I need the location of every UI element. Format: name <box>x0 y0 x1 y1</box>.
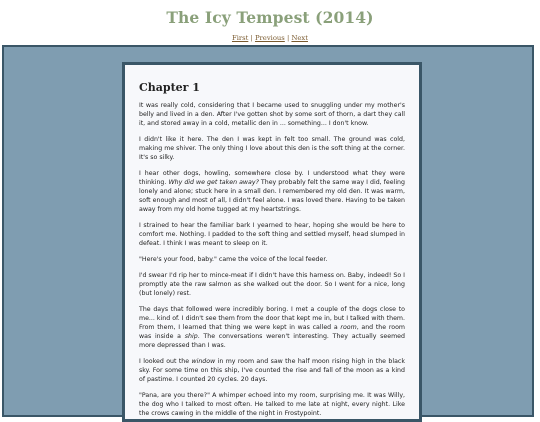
story-paragraph <box>139 255 405 264</box>
content-frame <box>2 45 534 417</box>
story-body <box>139 101 405 418</box>
paragraph-text: in my room and saw the half moon rising high in the black sky. For some time on this ship, I've counted the rise and fall of the moon as a kind of pastime. I counted 20 cycles. 20 days. <box>139 358 405 383</box>
story-paragraph <box>139 135 405 162</box>
site-title: The Icy Tempest (2014) <box>166 8 374 27</box>
paragraph-text: The days that followed were incredibly boring. I met a couple of the dogs close to me... kind of. I didn't see them from the door that kept me in, but I talked with them. From them, I learned that thing we were kept in was called a <box>139 306 405 331</box>
nav-next-link[interactable]: Next <box>291 34 308 42</box>
paragraph-text: I didn't like it here. The den I was kept in felt too small. The ground was cold, making me shiver. The only thing I love about this den is the soft thing at the corner. It's so silky. <box>139 136 405 161</box>
paragraph-text: I'd swear I'd rip her to mince-meat if I didn't have this harness on. Baby, indeed! So I promptly ate the raw salmon as she walked out the door. So I went for a nice, long (but lonely) rest. <box>139 272 405 297</box>
paragraph-text: I strained to hear the familiar bark I yearned to hear, hoping she would be here to comfort me. Nothing. I padded to the soft thing and settled myself, head slumped in defeat. I think I was meant to sleep on it. <box>139 222 405 247</box>
paragraph-text: It was really cold, considering that I became used to snuggling under my mother's belly and lived in a den. After I've gotten shot by some sort of thorn, a dart they call it, and stored away in a cold, metallic den in ... something... I don't know. <box>139 102 405 127</box>
emphasized-text: ship <box>184 333 198 340</box>
chapter-page[interactable] <box>122 62 422 422</box>
chapter-heading: Chapter 1 <box>139 81 200 94</box>
story-paragraph <box>139 221 405 248</box>
paragraph-text: They probably felt the same way I did, feeling lonely and alone; stuck here in a small den. I remembered my old den. It was warm, soft enough and most of all, I didn't feel alone. I was loved there. Having to be taken away from my old home tugged at my heartstrings. <box>139 179 405 213</box>
nav-separator: | <box>250 34 253 42</box>
story-paragraph <box>139 357 405 384</box>
paragraph-text: "Here's your food, baby." came the voice of the local feeder. <box>139 256 328 263</box>
paragraph-text: "Pana, are you there?" A whimper echoed into my room, surprising me. It was Willy, the dog who I talked to most often. He talked to me late at night, every night. Like the crows cawing in the middle of the night in Frostypoint. <box>139 392 405 417</box>
paragraph-text: , and the room was inside a <box>139 324 405 340</box>
paragraph-text: . The conversations weren't interesting. They actually seemed more depressed than I was. <box>139 333 405 349</box>
emphasized-text: Why did we get taken away? <box>168 179 259 186</box>
paragraph-text: I hear other dogs, howling, somewhere close by. I understood what they were thinking. <box>139 170 405 186</box>
emphasized-text: room <box>340 324 357 331</box>
nav-first-link[interactable]: First <box>231 34 249 42</box>
paragraph-text: I looked out the <box>139 358 192 365</box>
story-paragraph <box>139 169 405 214</box>
story-paragraph <box>139 305 405 350</box>
page-navigation <box>0 33 540 43</box>
story-paragraph <box>139 271 405 298</box>
emphasized-text: window <box>191 358 216 365</box>
nav-previous-link[interactable]: Previous <box>254 34 285 42</box>
nav-separator: | <box>286 34 290 42</box>
story-paragraph <box>139 101 405 128</box>
